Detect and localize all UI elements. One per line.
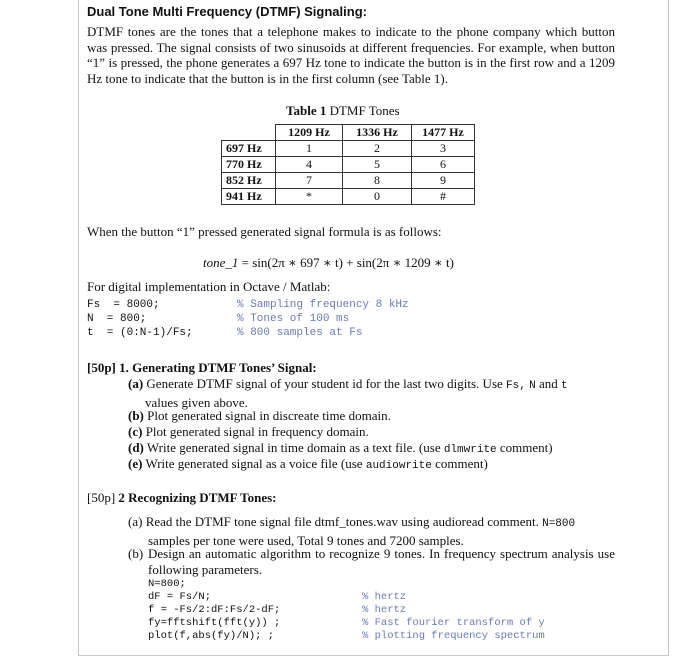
code-line <box>148 604 406 618</box>
table-cell: 7 <box>276 173 343 189</box>
row-header-941: 941 Hz <box>222 189 276 205</box>
code-statement: t = (0:N-1)/Fs; <box>87 327 193 339</box>
formula-equals: = <box>238 255 253 270</box>
inline-code: audiowrite <box>365 460 432 472</box>
formula-intro-text: When the button “1” pressed generated signal formula is as follows: <box>87 224 442 239</box>
table-cell: 2 <box>343 141 412 157</box>
code-comment: % hertz <box>362 604 407 616</box>
row-header-852: 852 Hz <box>222 173 276 189</box>
task-1a <box>128 376 618 410</box>
table-cell: 4 <box>276 157 343 173</box>
table-header-row <box>222 125 475 141</box>
table-caption-text: DTMF Tones <box>329 103 400 118</box>
code-statement: f = -Fs/2:dF:Fs/2-dF; <box>148 604 281 616</box>
task-text: Plot generated signal in discreate time domain. <box>147 408 391 423</box>
task-text: Write generated signal as a voice file (use <box>145 456 363 471</box>
code-line <box>148 630 545 644</box>
code-statement: N=800; <box>148 578 186 590</box>
task-label: (b) <box>128 408 144 423</box>
table-cell: * <box>276 189 343 205</box>
table-caption <box>286 103 400 119</box>
page-border-right <box>668 0 669 656</box>
table-corner <box>222 125 276 141</box>
row-header-770: 770 Hz <box>222 157 276 173</box>
task-label: (d) <box>128 440 144 455</box>
task-text: Plot generated signal in frequency domain. <box>145 424 369 439</box>
table-cell: 6 <box>412 157 475 173</box>
section-2-points: [50p] <box>87 490 116 505</box>
formula-plus: + <box>342 255 357 270</box>
section-2-title <box>87 490 276 506</box>
section-2-number: 2 <box>118 490 125 505</box>
section-1-points: [50p] <box>87 360 116 375</box>
task-text: Generate DTMF signal of your student id for the last two digits. Use <box>146 376 503 391</box>
code-comment: % hertz <box>362 591 407 603</box>
code-line <box>87 299 409 311</box>
document-heading: Dual Tone Multi Frequency (DTMF) Signaling: <box>87 4 367 19</box>
table-cell: 3 <box>412 141 475 157</box>
task-1c <box>128 424 369 440</box>
table-row <box>222 173 475 189</box>
task-2b <box>128 546 615 577</box>
task-text: Read the DTMF tone signal file dtmf_tones.wav using audioread comment. <box>145 514 539 529</box>
inline-code: N=800 <box>542 518 576 530</box>
table-cell: 5 <box>343 157 412 173</box>
table-cell: 0 <box>343 189 412 205</box>
table-row <box>222 141 475 157</box>
formula-lhs: tone_1 <box>203 255 239 270</box>
section-2-heading: Recognizing DTMF Tones: <box>128 490 277 505</box>
code-comment: % Fast fourier transform of y <box>362 617 545 629</box>
task-2a <box>128 514 618 548</box>
task-text: Write generated signal in time domain as a text file. (use <box>146 440 441 455</box>
col-header-1477: 1477 Hz <box>412 125 475 141</box>
code-line <box>87 313 349 325</box>
task-text: Design an automatic algorithm to recognize 9 tones. In frequency spectrum analysis use following parameters. <box>148 546 615 577</box>
table-cell: # <box>412 189 475 205</box>
inline-code: Fs, <box>506 380 526 392</box>
code-statement: N = 800; <box>87 313 147 325</box>
code-line <box>148 617 545 631</box>
table-row <box>222 157 475 173</box>
intro-paragraph: DTMF tones are the tones that a telephone makes to indicate to the phone company which button was pressed. The signal consists of two sinusoids at different frequencies. For example, when button “1” is pressed, the phone generates a 697 Hz tone to indicate the button is in the first row and a 1209 Hz tone to indicate that the button is in the first column (see Table 1). <box>87 24 615 86</box>
task-label: (a) <box>128 376 144 391</box>
table-cell: 9 <box>412 173 475 189</box>
task-text: samples per tone were used, Total 9 tones and 7200 samples. <box>148 532 464 548</box>
inline-code: t <box>560 380 568 392</box>
code-statement: plot(f,abs(fy)/N); ; <box>148 630 275 642</box>
code-statement: Fs = 8000; <box>87 299 160 311</box>
row-header-697: 697 Hz <box>222 141 276 157</box>
task-text: and <box>538 376 558 391</box>
inline-code: dlmwrite <box>443 444 497 456</box>
task-label: (c) <box>128 424 143 439</box>
task-text: values given above. <box>145 394 248 410</box>
task-label: (b) <box>128 546 144 561</box>
section-1-title <box>87 360 317 376</box>
section-1-heading: 1. Generating DTMF Tones’ Signal: <box>119 360 317 375</box>
table-cell: 1 <box>276 141 343 157</box>
code-comment: % 800 samples at Fs <box>237 327 363 339</box>
table-cell: 8 <box>343 173 412 189</box>
task-text: comment) <box>499 440 553 455</box>
task-text: comment) <box>435 456 488 471</box>
col-header-1336: 1336 Hz <box>343 125 412 141</box>
code-comment: % Sampling frequency 8 kHz <box>237 299 409 311</box>
inline-code: N <box>529 380 536 392</box>
code-statement: fy=fftshift(fft(y)) ; <box>148 617 281 629</box>
task-2b-row <box>128 546 615 577</box>
formula-term-1: sin(2π ∗ 697 ∗ t) <box>252 255 343 270</box>
table-caption-label: Table 1 <box>286 103 327 118</box>
dtmf-table <box>221 124 475 205</box>
tone-formula <box>203 255 454 271</box>
task-1b <box>128 408 391 424</box>
code-line <box>148 591 406 605</box>
digital-implementation-text: For digital implementation in Octave / Matlab: <box>87 279 331 294</box>
task-label: (e) <box>128 456 143 471</box>
task-1e <box>128 456 488 475</box>
code-statement: dF = Fs/N; <box>148 591 212 603</box>
code-comment: % Tones of 100 ms <box>237 313 350 325</box>
page-border-left <box>78 0 79 656</box>
formula-term-2: sin(2π ∗ 1209 ∗ t) <box>356 255 454 270</box>
code-line <box>87 327 362 339</box>
code-line <box>148 578 362 592</box>
col-header-1209: 1209 Hz <box>276 125 343 141</box>
task-label: (a) <box>128 514 143 529</box>
code-comment: % plotting frequency spectrum <box>362 630 545 642</box>
table-row <box>222 189 475 205</box>
